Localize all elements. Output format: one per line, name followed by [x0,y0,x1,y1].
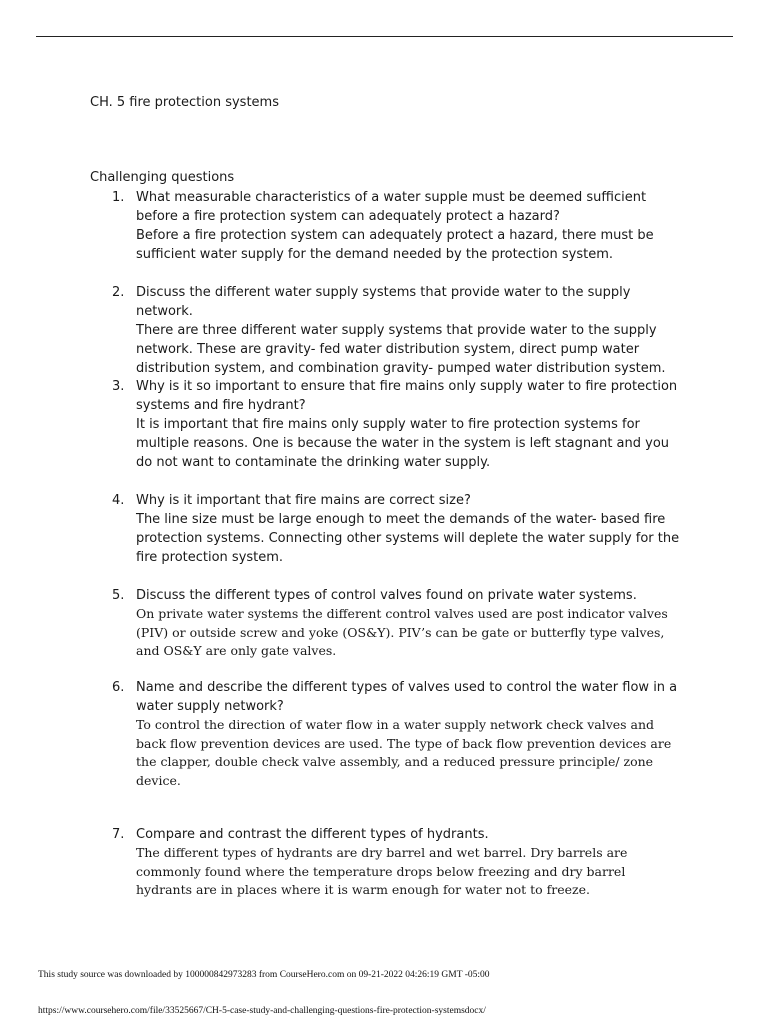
question-text: Name and describe the different types of valves used to control the water flow in a water supply network? [136,680,678,714]
question-text: What measurable characteristics of a water supple must be deemed sufficient before a fire protection system can adequately protect a hazard? [136,190,647,224]
qa-item-6 [112,678,682,790]
item-number: 5. [112,588,125,603]
question-text: Discuss the different types of control valves found on private water systems. [136,588,637,603]
document-title: CH. 5 fire protection systems [90,95,279,110]
source-url[interactable]: https://www.coursehero.com/file/33525667/CH-5-case-study-and-challenging-questions-fire-protection-systemsdocx/ [38,1006,486,1016]
section-heading: Challenging questions [90,170,235,185]
answer-text: It is important that fire mains only supply water to fire protection systems for multiple reasons. One is because the water in the system is left stagnant and you do not want to contaminate the drinking water supply. [136,417,670,470]
question-text: Compare and contrast the different types of hydrants. [136,827,489,842]
qa-item-3 [112,377,682,472]
answer-text: The different types of hydrants are dry barrel and wet barrel. Dry barrels are commonly found where the temperature drops below freezing and dry barrel hydrants are in places where it is warm enough for water not to freeze. [136,845,628,897]
answer-text: The line size must be large enough to meet the demands of the water- based fire protection systems. Connecting other systems will deplete the water supply for the fire protection system. [136,512,680,565]
download-source-notice: This study source was downloaded by 100000842973283 from CourseHero.com on 09-21-2022 04:26:19 GMT -05:00 [38,970,490,980]
answer-text: Before a fire protection system can adequately protect a hazard, there must be sufficient water supply for the demand needed by the protection system. [136,228,654,262]
question-text: Discuss the different water supply systems that provide water to the supply network. [136,285,631,319]
item-number: 6. [112,680,125,695]
qa-item-2 [112,283,682,378]
qa-item-5 [112,586,682,661]
item-number: 7. [112,827,125,842]
question-text: Why is it important that fire mains are correct size? [136,493,471,508]
item-number: 4. [112,493,125,508]
qa-item-4 [112,491,682,567]
item-number: 3. [112,379,125,394]
answer-text: On private water systems the different control valves used are post indicator valves (PIV) or outside screw and yoke (OS&Y). PIV’s can be gate or butterfly type valves, and OS&Y are only gate valves. [136,606,668,658]
qa-item-1 [112,188,682,264]
question-text: Why is it so important to ensure that fire mains only supply water to fire protection systems and fire hydrant? [136,379,678,413]
header-divider [36,36,733,37]
answer-text: There are three different water supply systems that provide water to the supply network. These are gravity- fed water distribution system, direct pump water distribution system, and combination gravity- pumped water distribution system. [136,323,666,376]
answer-text: To control the direction of water flow in a water supply network check valves and back flow prevention devices are used. The type of back flow prevention devices are the clapper, double check valve assembly, and a reduced pressure principle/ zone device. [136,717,672,788]
item-number: 2. [112,285,125,300]
item-number: 1. [112,190,125,205]
qa-item-7 [112,825,682,900]
